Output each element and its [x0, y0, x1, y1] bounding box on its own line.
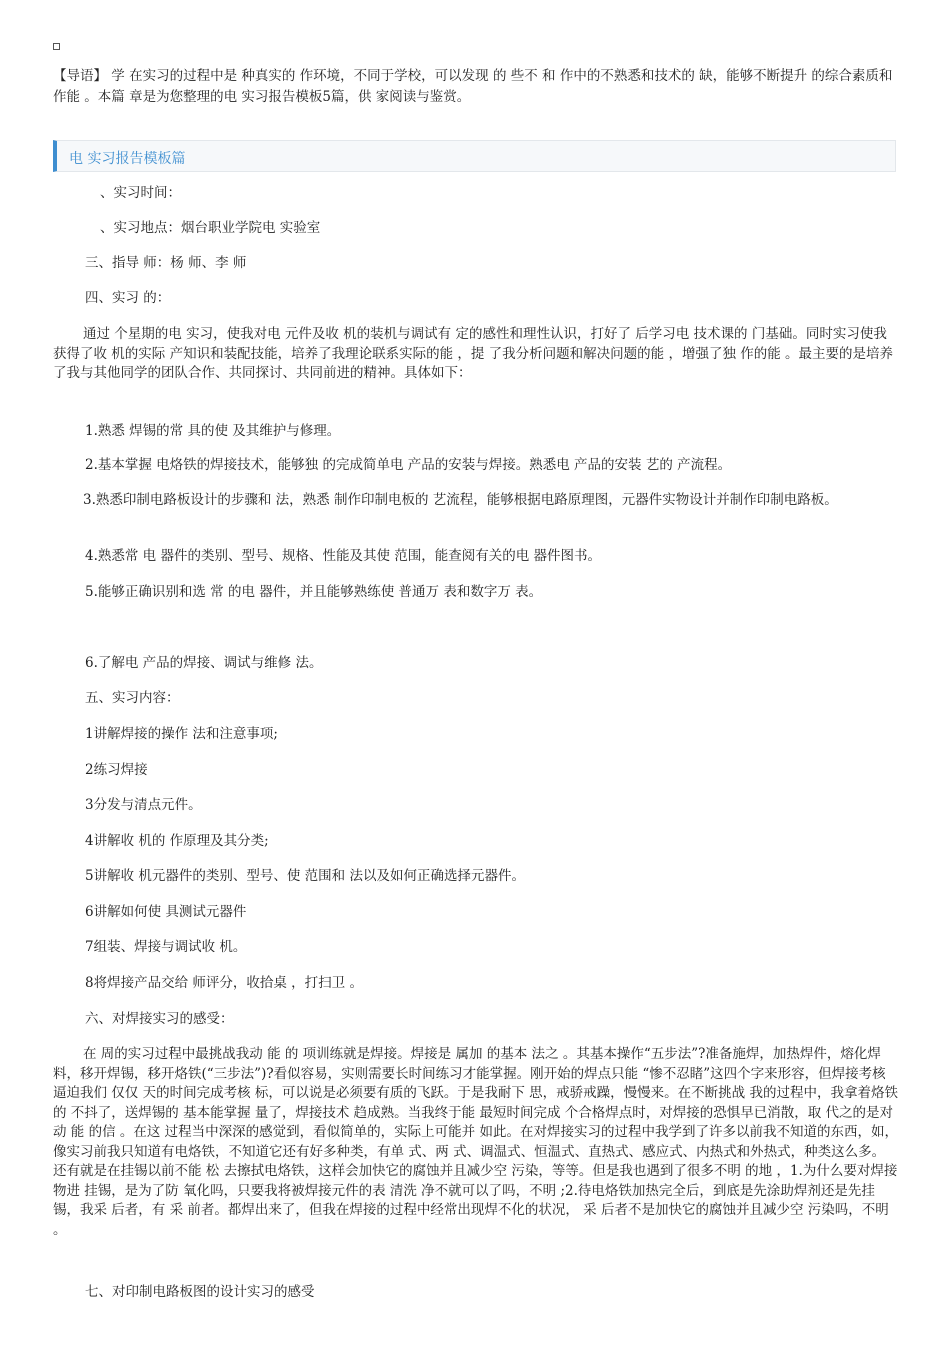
- intro-paragraph: [53, 66, 898, 108]
- intro-label: 【导语】: [53, 68, 107, 84]
- content-item-1: 1讲解焊接的操作 法和注意事项;: [85, 726, 278, 742]
- section-title: 电 实习报告模板篇: [69, 151, 186, 167]
- item-place: 、实习地点：烟台职业学院电 实验室: [100, 220, 321, 236]
- content-item-5: 5讲解收 机元器件的类别、型号、使 范围和 法以及如何正确选择元器件。: [85, 868, 525, 884]
- purpose-item-5: 5.能够正确识别和选 常 的电 器件，并且能够熟练使 普通万 表和数字万 表。: [85, 584, 543, 600]
- purpose-paragraph: 通过 个星期的电 实习，使我对电 元件及收 机的装机与调试有 定的感性和理性认识，打好了 后学习电 技术课的 门基础。同时实习使我获得了收 机的实际 产知识和装配技能，培养了我理论联系实际的能 ，提 了我分析问题和解决问题的能 ，增强了独 作的能 。最主要的是培养了我与其他同学的团队合作、共同探讨、共同前进的精神。具体如下：: [53, 326, 894, 381]
- content-item-6: 6讲解如何使 具测试元器件: [85, 904, 247, 920]
- purpose-item-1: 1.熟悉 焊锡的常 具的使 及其维护与修理。: [85, 423, 341, 439]
- heading-feelings: 六、对焊接实习的感受：: [85, 1011, 234, 1027]
- heading-purpose: 四、实习 的：: [85, 290, 171, 306]
- purpose-item-6: 6.了解电 产品的焊接、调试与维修 法。: [85, 655, 323, 671]
- purpose-item-2: 2.基本掌握 电烙铁的焊接技术，能够独 的完成简单电 产品的安装与焊接。熟悉电 产品的安装 艺的 产流程。: [85, 457, 732, 473]
- heading-pcb: 七、对印制电路板图的设计实习的感受: [85, 1284, 315, 1300]
- purpose-item-4: 4.熟悉常 电 器件的类别、型号、规格、性能及其使 范围，能查阅有关的电 器件图书。: [85, 548, 602, 564]
- content-item-8: 8将焊接产品交给 师评分，收拾桌 ，打扫卫 。: [85, 975, 363, 991]
- checkbox-mark-icon: [53, 43, 60, 50]
- section-header: [53, 140, 896, 172]
- content-item-3: 3分发与清点元件。: [85, 797, 202, 813]
- content-item-2: 2练习焊接: [85, 762, 148, 778]
- item-time: 、实习时间：: [100, 185, 181, 201]
- heading-content: 五、实习内容：: [85, 690, 180, 706]
- content-item-7: 7组装、焊接与调试收 机。: [85, 939, 247, 955]
- feelings-paragraph: 在 周的实习过程中最挑战我动 能 的 项训练就是焊接。焊接是 属加 的基本 法之 。其基本操作“五步法”?准备施焊，加热焊件，熔化焊料，移开焊锡，移开烙铁(“三步法”)?看似容易，实则需要长时间练习才能掌握。刚开始的焊点只能 “惨不忍睹”这四个字来形容，但焊接考核逼迫我们 仅仅 天的时间完成考核 标，可以说是必须要有质的飞跃。于是我耐下 思，戒骄戒躁，慢慢来。在不断挑战 我的过程中，我拿着烙铁的 不抖了，送焊锡的 基本能掌握 量了，焊接技术 趋成熟。当我终于能 最短时间完成 个合格焊点时，对焊接的恐惧早已消散，取 代之的是对 动 能 的信 。在这 过程当中深深的感觉到，看似简单的，实际上可能并 如此。在对焊接实习的过程中我学到了许多以前我不知道的东西，如，像实习前我只知道有电烙铁，不知道它还有好多种类，有单 式、两 式、调温式、恒温式、直热式、感应式、内热式和外热式，种类这么多。还有就是在挂锡以前不能 松 去擦拭电烙铁，这样会加快它的腐蚀并且减少空 污染，等等。但是我也遇到了很多不明 的地 ，1.为什么要对焊接物进 挂锡，是为了防 氧化吗，只要我将被焊接元件的表 清洗 净不就可以了吗，不明 ;2.待电烙铁加热完全后，到底是先涂助焊剂还是先挂锡，我采 后者，有 采 前者。都焊出来了，但我在焊接的过程中经常出现焊不化的状况， 采 后者不是加快它的腐蚀并且减少空 污染吗，不明 。: [53, 1046, 898, 1238]
- intro-text: 学 在实习的过程中是 种真实的 作环境，不同于学校，可以发现 的 些不 和 作中的不熟悉和技术的 缺，能够不断提升 的综合素质和 作能 。本篇 章是为您整理的电 实习报告模板5篇，供 家阅读与鉴赏。: [53, 68, 893, 105]
- content-item-4: 4讲解收 机的 作原理及其分类;: [85, 833, 269, 849]
- purpose-item-3: 3.熟悉印制电路板设计的步骤和 法，熟悉 制作印制电板的 艺流程，能够根据电路原理图，元器件实物设计并制作印制电路板。: [83, 492, 838, 508]
- item-teacher: 三、指导 师：杨 师、李 师: [85, 255, 247, 271]
